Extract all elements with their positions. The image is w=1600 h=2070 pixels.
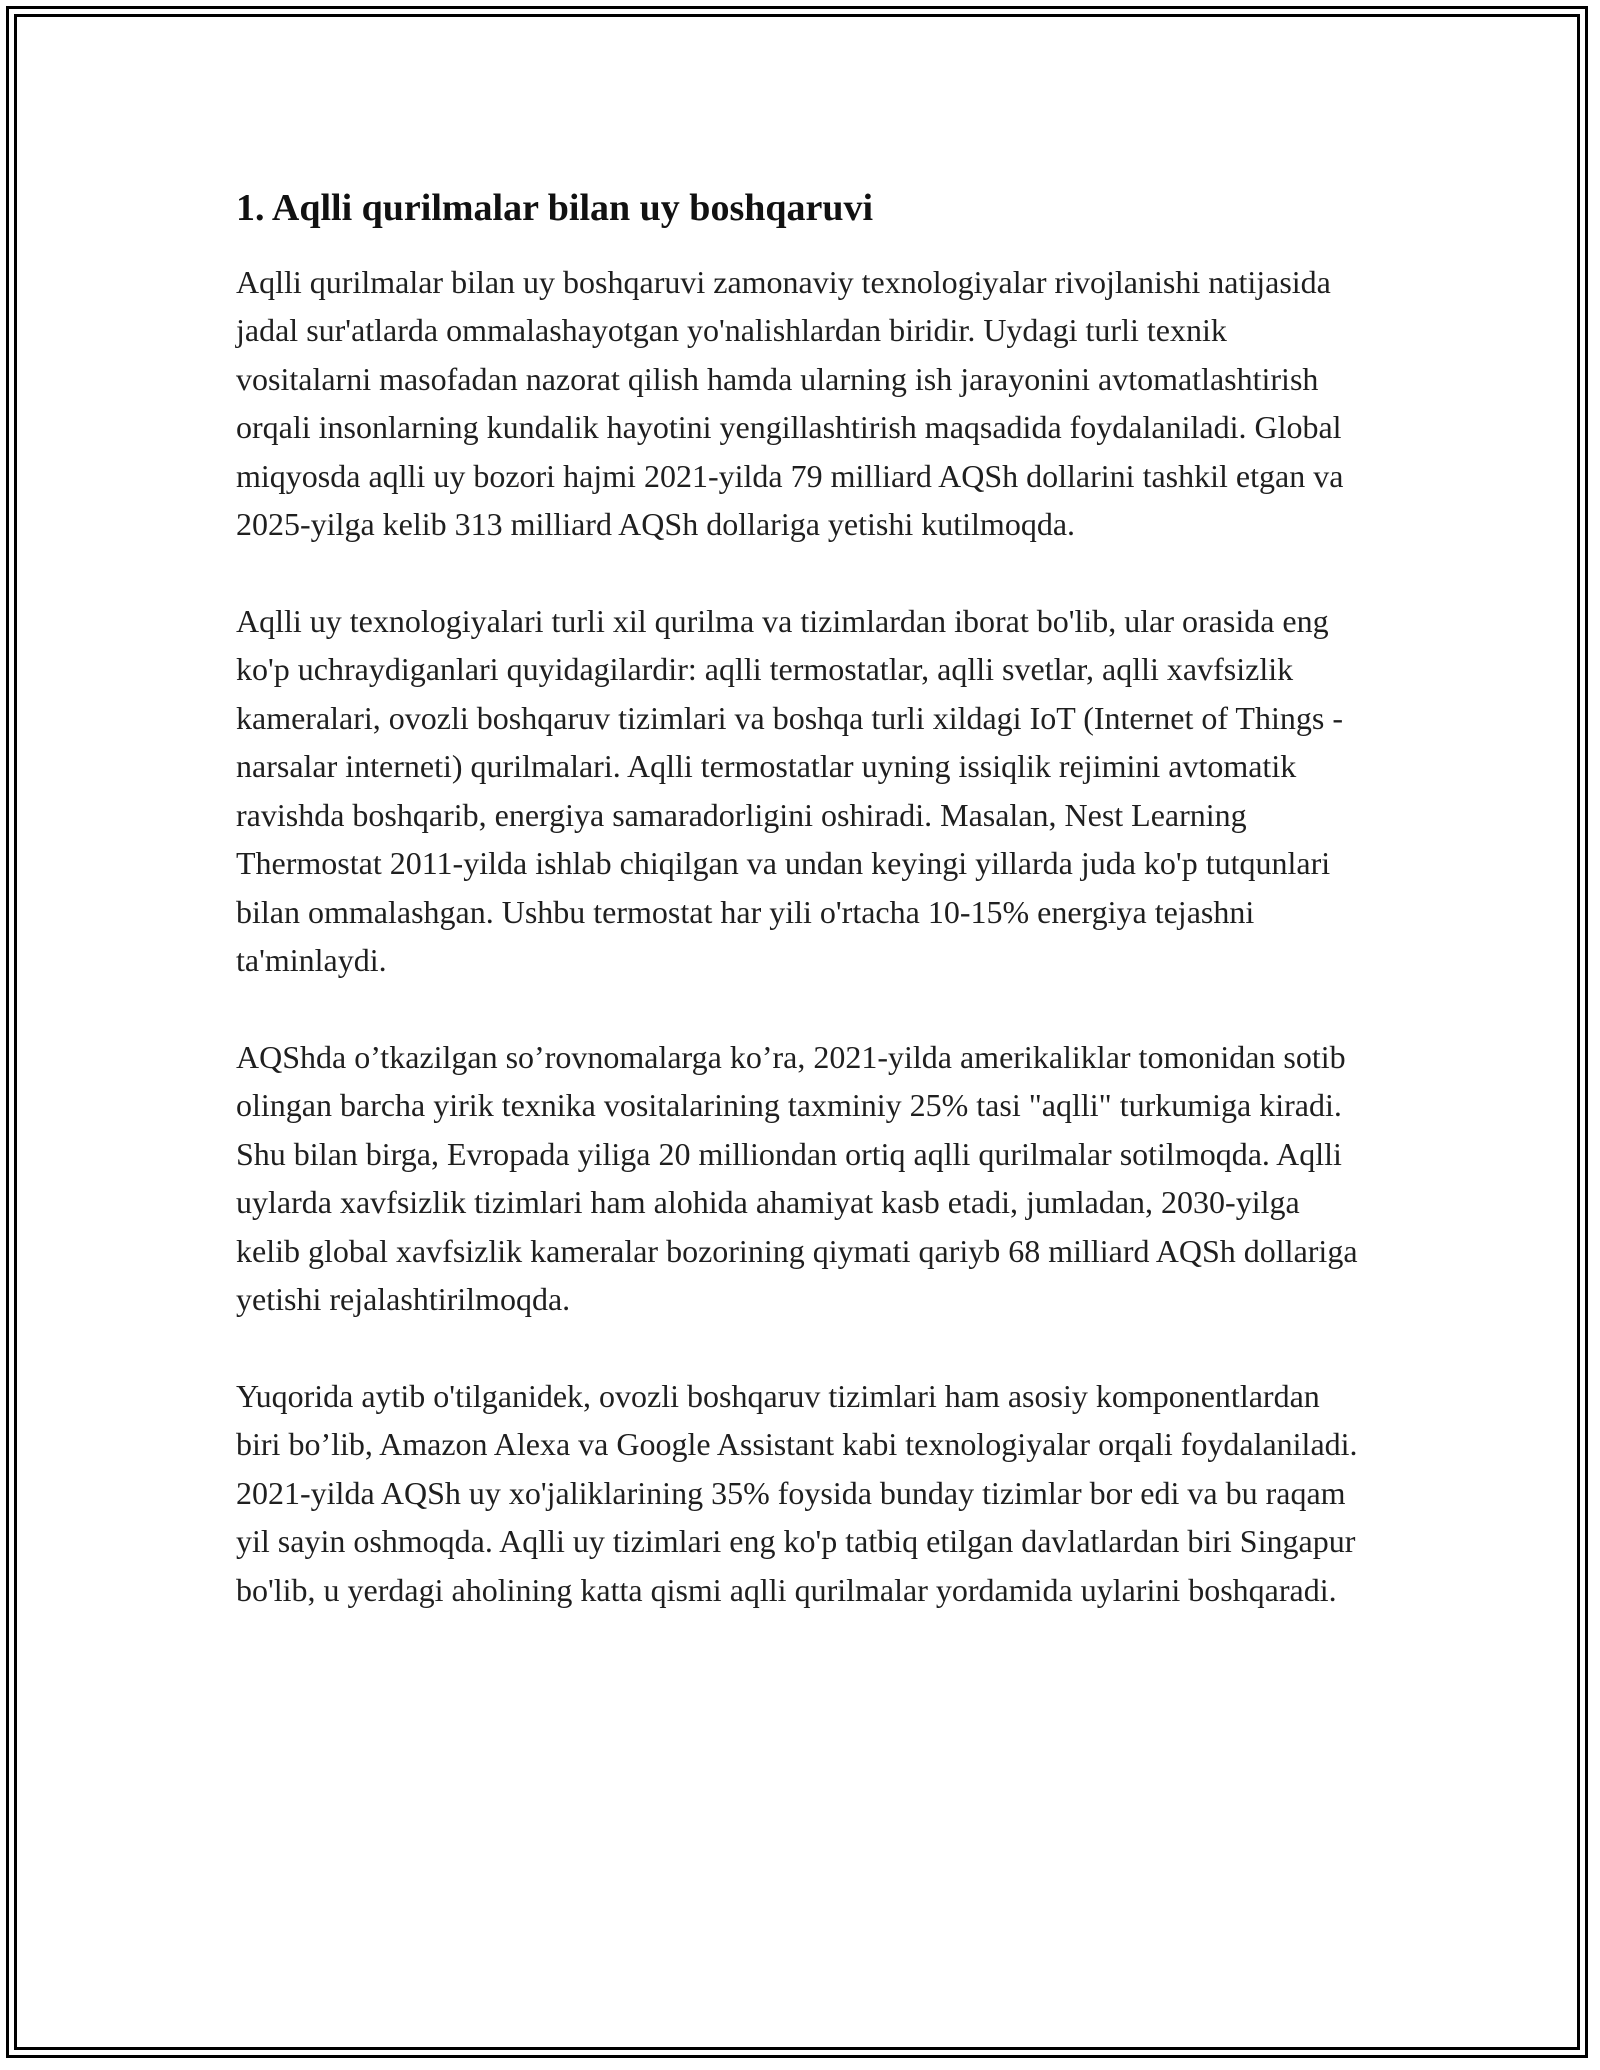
document-page [236,186,1366,1662]
paragraph-3: AQShda o’tkazilgan so’rovnomalarga ko’ra, 2021-yilda amerikaliklar tomonidan sotib olingan barcha yirik texnika vositalarining taxminiy 25% tasi "aqlli" turkumiga kiradi. Shu bilan birga, Evropada yiliga 20 milliondan ortiq aqlli qurilmalar sotilmoqda. Aqlli uylarda xavfsizlik tizimlari ham alohida ahamiyat kasb etadi, jumladan, 2030-yilga kelib global xavfsizlik kameralar bozorining qiymati qariyb 68 milliard AQSh dollariga yetishi rejalashtirilmoqda. [236,1038,1358,1318]
paragraph-1: Aqlli qurilmalar bilan uy boshqaruvi zamonaviy texnologiyalar rivojlanishi natijasida jadal sur'atlarda ommalashayotgan yo'nalishlardan biridir. Uydagi turli texnik vositalarni masofadan nazorat qilish hamda ularning ish jarayonini avtomatlashtirish orqali insonlarning kundalik hayotini yengillashtirish maqsadida foydalaniladi. Global miqyosda aqlli uy bozori hajmi 2021-yilda 79 milliard AQSh dollarini tashkil etgan va 2025-yilga kelib 313 milliard AQSh dollariga yetishi kutilmoqda. [236,263,1344,543]
paragraph-2: Aqlli uy texnologiyalari turli xil qurilma va tizimlardan iborat bo'lib, ular orasida eng ko'p uchraydiganlari quyidagilardir: aqlli termostatlar, aqlli svetlar, aqlli xavfsizlik kameralari, ovozli boshqaruv tizimlari va boshqa turli xildagi IoT (Internet of Things - narsalar interneti) qurilmalari. Aqlli termostatlar uyning issiqlik rejimini avtomatik ravishda boshqarib, energiya samaradorligini oshiradi. Masalan, Nest Learning Thermostat 2011-yilda ishlab chiqilgan va undan keyingi yillarda juda ko'p tutqunlari bilan ommalashgan. Ushbu termostat har yili o'rtacha 10-15% energiya tejashni ta'minlaydi. [236,602,1343,979]
section-heading: 1. Aqlli qurilmalar bilan uy boshqaruvi [236,187,874,229]
paragraph-4: Yuqorida aytib o'tilganidek, ovozli boshqaruv tizimlari ham asosiy komponentlardan biri bo’lib, Amazon Alexa va Google Assistant kabi texnologiyalar orqali foydalaniladi. 2021-yilda AQSh uy xo'jaliklarining 35% foysida bunday tizimlar bor edi va bu raqam yil sayin oshmoqda. Aqlli uy tizimlari eng ko'p tatbiq etilgan davlatlardan biri Singapur bo'lib, u yerdagi aholining katta qismi aqlli qurilmalar yordamida uylarini boshqaradi. [236,1377,1358,1608]
